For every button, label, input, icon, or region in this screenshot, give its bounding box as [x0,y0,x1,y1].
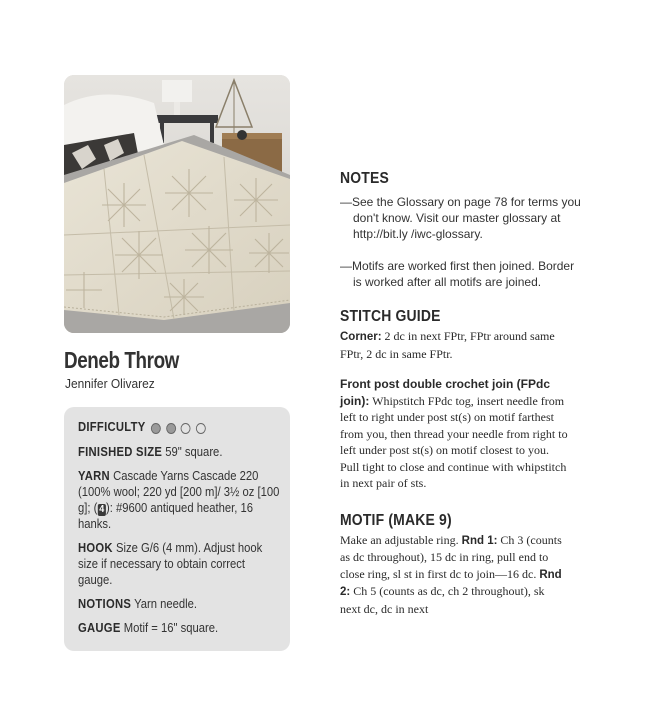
difficulty-dot-icon [151,423,161,434]
difficulty-dot-icon [196,423,206,434]
hook-label: HOOK [78,540,113,555]
gauge-row [78,620,281,636]
gauge-label: GAUGE [78,620,121,635]
instructions-column [340,170,590,617]
rnd1-text: Ch 3 (counts as dc throughout), 15 dc in ring, pull end to close ring, sl st in first dc to join—16 dc. [340,532,562,581]
pattern-details-box [64,407,290,651]
yarn-row [78,468,281,532]
yarn-value-end: ): #9600 antiqued heather, 16 hanks. [78,500,254,531]
difficulty-row [78,419,281,436]
note-item: —Motifs are worked first then joined. Border is worked after all motifs are joined. [340,259,575,289]
notions-row [78,596,281,612]
corner-stitch [340,328,568,362]
difficulty-label: DIFFICULTY [78,420,146,434]
difficulty-dot-icon [166,423,176,434]
corner-text: 2 dc in next FPtr, FPtr around same FPtr, 2 dc in same FPtr. [340,329,555,361]
difficulty-dot-icon [181,423,191,434]
notes-heading: NOTES [340,170,389,187]
yarn-value: Cascade Yarns Cascade 220 (100% wool; 220 yd [200 m]/ 3½ oz [100 g]; ( [78,468,280,515]
motif-instructions [340,532,568,618]
finished-size-label: FINISHED SIZE [78,444,163,459]
notions-label: NOTIONS [78,596,132,611]
difficulty-rating [151,420,207,436]
finished-size-row [78,444,281,460]
fpdc-join-label: Front post double crochet join (FPdc join): [340,377,550,408]
stitch-guide-heading: STITCH GUIDE [340,308,441,325]
hook-value: Size G/6 (4 mm). Adjust hook size if necessary to obtain correct gauge. [78,540,263,587]
yarn-weight-badge-icon: 4 [99,503,105,515]
gauge-value: Motif = 16" square. [123,620,219,635]
yarn-label: YARN [78,468,110,483]
notions-value: Yarn needle. [134,596,198,611]
fpdc-join-text: Whipstitch FPdc tog, insert needle from left to right under post st(s) on motif farthest from you, then thread your needle from right to left under post st(s) on motif closest to you. Pull tight to close and continue with whipstitch in next pair of sts. [340,393,568,490]
blanket-illustration [64,75,290,333]
designer-name: Jennifer Olivarez [65,376,155,391]
corner-label: Corner: [340,331,382,343]
rnd1-label: Rnd 1: [461,534,498,547]
motif-intro: Make an adjustable ring. [340,532,459,547]
finished-size-value: 59" square. [165,444,223,459]
pattern-title: Deneb Throw [64,347,179,373]
hook-row [78,540,281,588]
blanket-photo [64,75,290,333]
rnd2-label: Rnd 2: [340,568,562,598]
rnd2-text: Ch 5 (counts as dc, ch 2 throughout), sk next dc, dc in next [340,584,545,616]
motif-heading: MOTIF (MAKE 9) [340,511,452,529]
fpdc-join-stitch [340,376,568,492]
note-item: —See the Glossary on page 78 for terms you don't know. Visit our master glossary at http://bit.ly /iwc-glossary. [340,195,581,241]
